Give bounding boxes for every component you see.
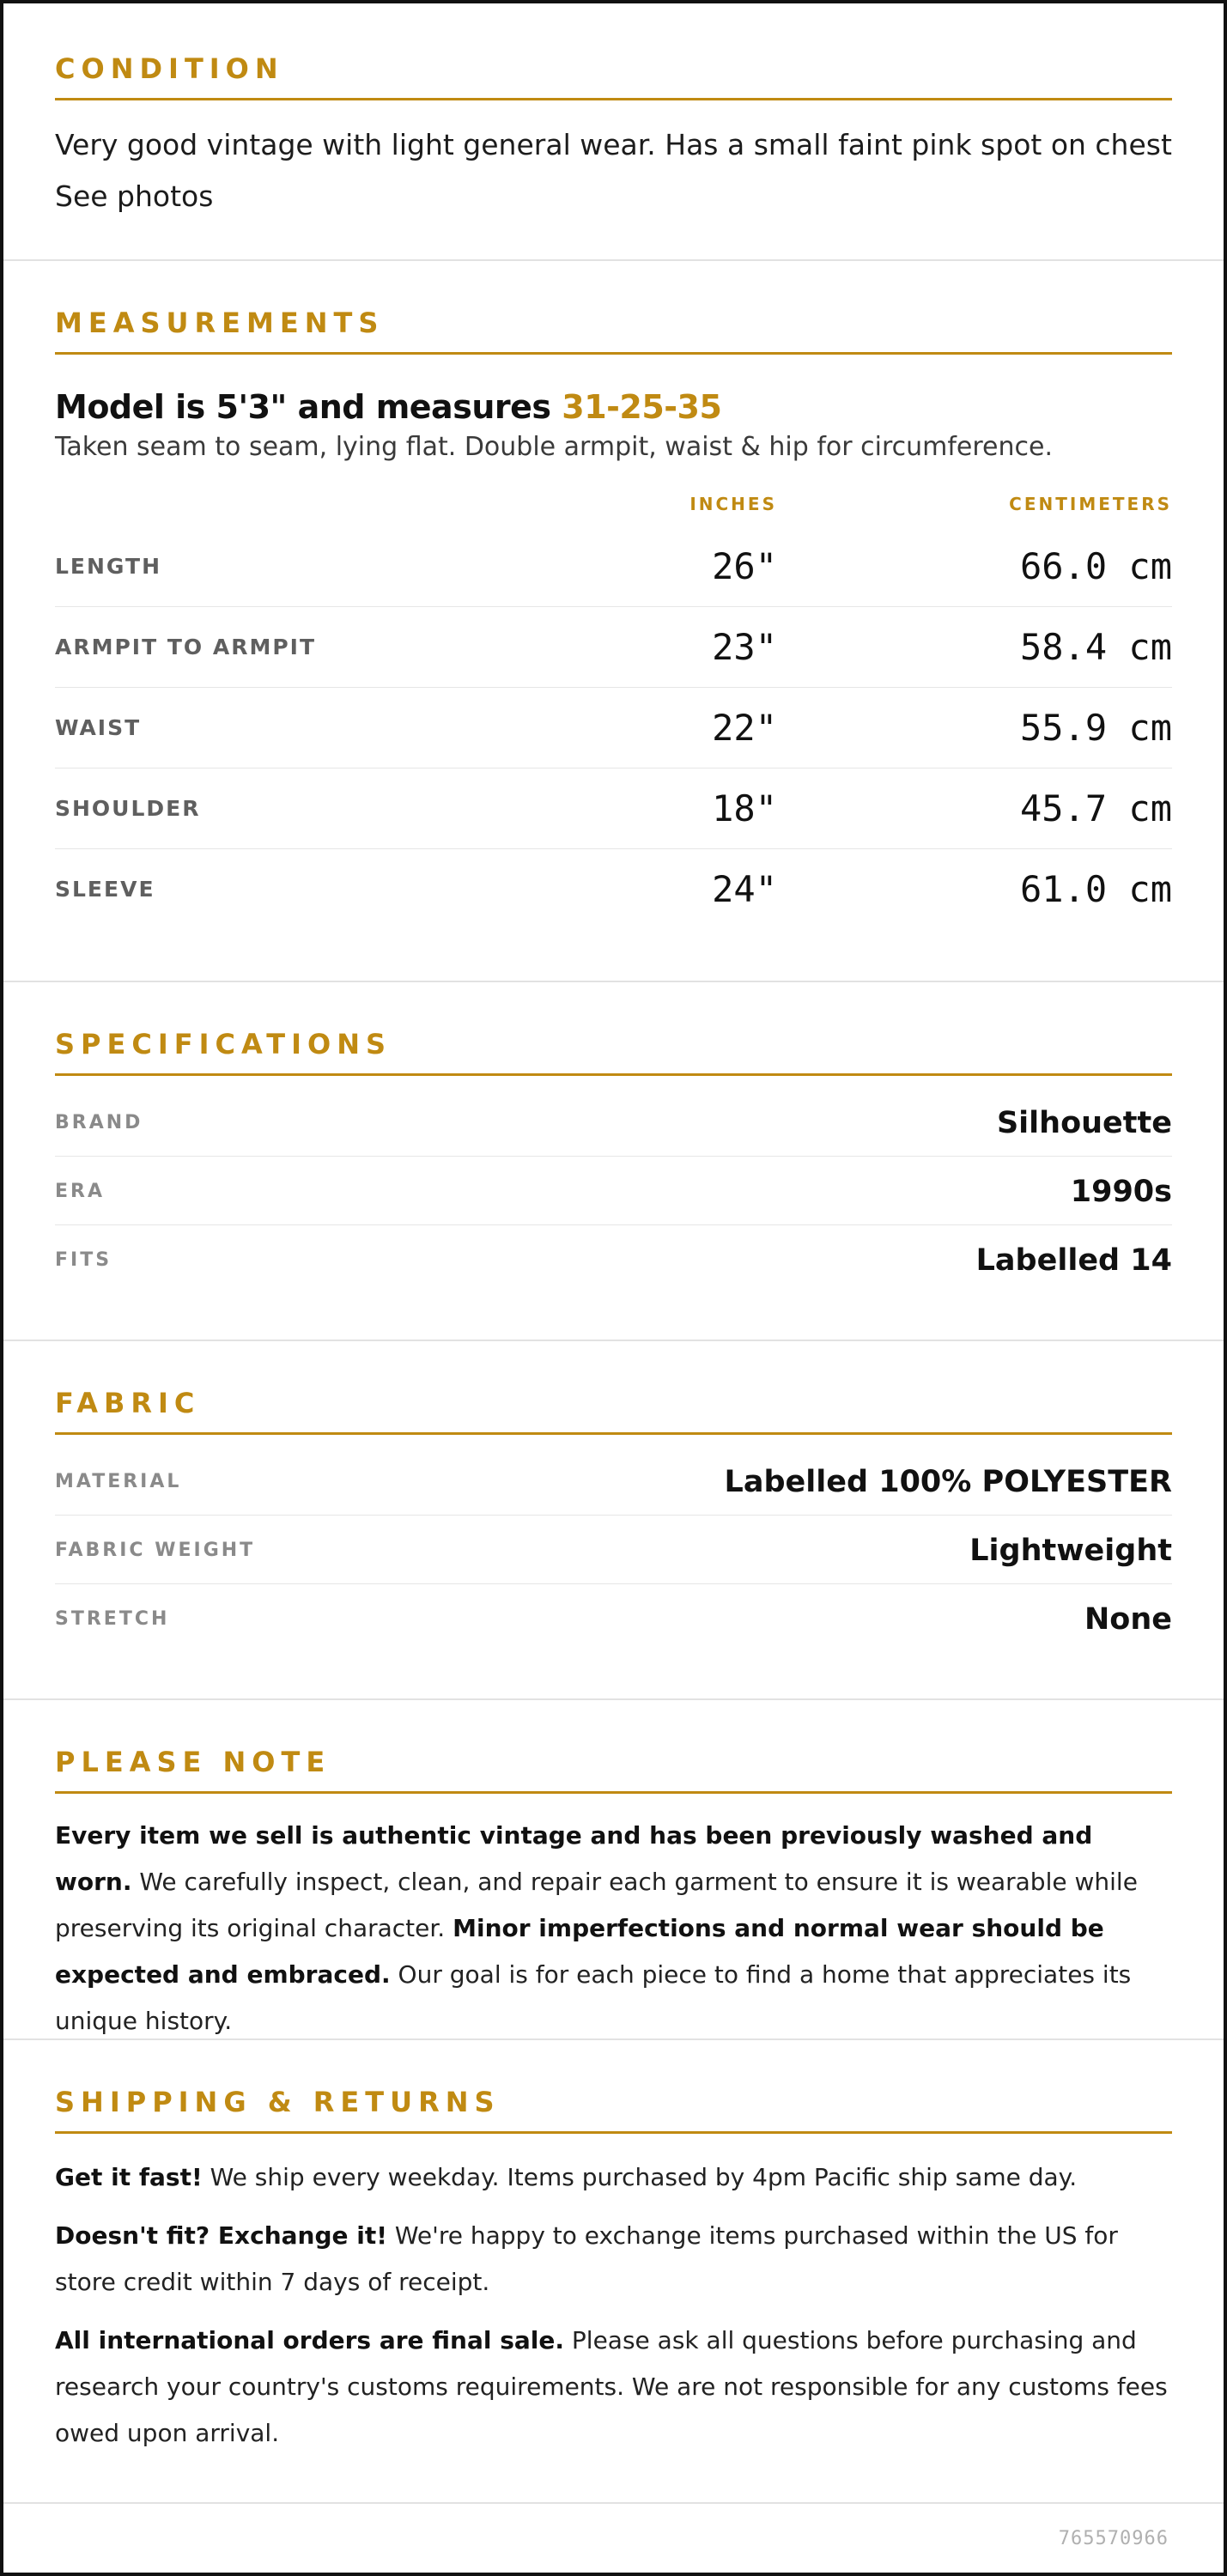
shipping-text: We're happy to exchange items purchased within the US for store credit within 7 days of receipt. bbox=[55, 2221, 1118, 2296]
model-prefix: Model is 5'3" and measures bbox=[55, 388, 551, 426]
product-sku: 765570966 bbox=[1058, 2528, 1169, 2549]
measurement-inches: 23" bbox=[712, 626, 777, 668]
heading-rule bbox=[55, 2131, 1172, 2134]
fabric-label: STRETCH bbox=[55, 1608, 170, 1630]
condition-heading: CONDITION bbox=[55, 52, 284, 85]
spec-label: ERA bbox=[55, 1181, 105, 1202]
model-info bbox=[55, 387, 1172, 427]
model-measures: 31-25-35 bbox=[562, 388, 722, 426]
heading-rule bbox=[55, 98, 1172, 100]
fabric-value: Labelled 100% POLYESTER bbox=[724, 1465, 1172, 1499]
measurements-section bbox=[3, 306, 1224, 930]
measurement-label: WAIST bbox=[55, 715, 142, 740]
fabric-label: FABRIC WEIGHT bbox=[55, 1540, 256, 1561]
measurements-heading: MEASUREMENTS bbox=[55, 307, 385, 339]
measurement-cm: 66.0 cm bbox=[1019, 545, 1172, 587]
section-divider bbox=[3, 2038, 1224, 2040]
measurement-cm: 55.9 cm bbox=[1019, 707, 1172, 749]
measurement-inches: 26" bbox=[712, 545, 777, 587]
spec-row-fits bbox=[55, 1225, 1172, 1294]
shipping-bold: All international orders are final sale. bbox=[55, 2326, 565, 2354]
measurement-row bbox=[55, 607, 1172, 688]
section-divider bbox=[3, 981, 1224, 982]
heading-rule bbox=[55, 1073, 1172, 1076]
measurement-cm: 58.4 cm bbox=[1019, 626, 1172, 668]
condition-text: Very good vintage with light general wear. Has a small faint pink spot on chest See photos bbox=[55, 128, 1172, 213]
measurement-row bbox=[55, 688, 1172, 769]
measurement-note: Taken seam to seam, lying flat. Double armpit, waist & hip for circumference. bbox=[55, 432, 1054, 462]
specifications-heading: SPECIFICATIONS bbox=[55, 1028, 392, 1060]
fabric-row-stretch bbox=[55, 1584, 1172, 1653]
shipping-paragraph-exchange bbox=[55, 2213, 1172, 2306]
shipping-paragraph-international bbox=[55, 2318, 1172, 2457]
section-divider bbox=[3, 1698, 1224, 1700]
spec-value: Labelled 14 bbox=[975, 1243, 1172, 1278]
section-divider bbox=[3, 2502, 1224, 2504]
specifications-section bbox=[3, 1027, 1224, 1294]
spec-label: BRAND bbox=[55, 1112, 143, 1133]
measurement-table bbox=[55, 526, 1172, 930]
please-note-text bbox=[55, 1813, 1172, 2044]
shipping-returns-heading: SHIPPING & RETURNS bbox=[55, 2086, 501, 2118]
shipping-bold: Doesn't fit? Exchange it! bbox=[55, 2221, 387, 2250]
measurement-row bbox=[55, 849, 1172, 930]
measurement-row bbox=[55, 769, 1172, 849]
fabric-list bbox=[55, 1447, 1172, 1653]
heading-rule bbox=[55, 352, 1172, 355]
section-divider bbox=[3, 259, 1224, 261]
measurement-label: SLEEVE bbox=[55, 877, 155, 902]
shipping-text: We ship every weekday. Items purchased by 4pm Pacific ship same day. bbox=[202, 2163, 1078, 2191]
specifications-list bbox=[55, 1088, 1172, 1294]
please-note-bold-2: Minor imperfections and normal wear should be expected and embraced. bbox=[55, 1914, 1104, 1989]
fabric-section bbox=[3, 1386, 1224, 1653]
spec-row-era bbox=[55, 1157, 1172, 1225]
measurement-column-headers bbox=[55, 489, 1172, 523]
shipping-text: Please ask all questions before purchasing and research your country's customs requirements. We are not responsible for any customs fees owed upon arrival. bbox=[55, 2326, 1168, 2447]
please-note-section bbox=[3, 1745, 1224, 2044]
shipping-bold: Get it fast! bbox=[55, 2163, 203, 2191]
fabric-row-weight bbox=[55, 1516, 1172, 1584]
section-divider bbox=[3, 1340, 1224, 1341]
measurement-inches: 22" bbox=[712, 707, 777, 749]
measurement-row bbox=[55, 526, 1172, 607]
shipping-returns-section bbox=[3, 2085, 1224, 2457]
measurement-inches: 24" bbox=[712, 868, 777, 910]
please-note-text-1: We carefully inspect, clean, and repair each garment to ensure it is wearable while preserving its original character. bbox=[55, 1868, 1138, 1942]
fabric-row-material bbox=[55, 1447, 1172, 1516]
please-note-heading: PLEASE NOTE bbox=[55, 1746, 331, 1778]
shipping-paragraph-fast bbox=[55, 2154, 1172, 2201]
measurement-label: ARMPIT TO ARMPIT bbox=[55, 635, 317, 659]
measurement-label: SHOULDER bbox=[55, 796, 201, 821]
spec-value: 1990s bbox=[1070, 1175, 1172, 1209]
col-inches: INCHES bbox=[689, 494, 777, 514]
spec-label: FITS bbox=[55, 1249, 112, 1271]
fabric-heading: FABRIC bbox=[55, 1387, 201, 1419]
condition-section bbox=[3, 52, 1224, 222]
measurement-cm: 61.0 cm bbox=[1019, 868, 1172, 910]
heading-rule bbox=[55, 1432, 1172, 1435]
measurement-label: LENGTH bbox=[55, 554, 161, 579]
measurement-cm: 45.7 cm bbox=[1019, 787, 1172, 829]
col-centimeters: CENTIMETERS bbox=[1009, 494, 1172, 514]
please-note-bold-1: Every item we sell is authentic vintage and has been previously washed and worn. bbox=[55, 1821, 1093, 1896]
spec-value: Silhouette bbox=[996, 1106, 1172, 1140]
fabric-label: MATERIAL bbox=[55, 1471, 182, 1492]
fabric-value: Lightweight bbox=[969, 1534, 1172, 1568]
fabric-value: None bbox=[1084, 1602, 1172, 1637]
measurement-inches: 18" bbox=[712, 787, 777, 829]
heading-rule bbox=[55, 1791, 1172, 1794]
please-note-text-2: Our goal is for each piece to find a home that appreciates its unique history. bbox=[55, 1960, 1132, 2035]
spec-row-brand bbox=[55, 1088, 1172, 1157]
